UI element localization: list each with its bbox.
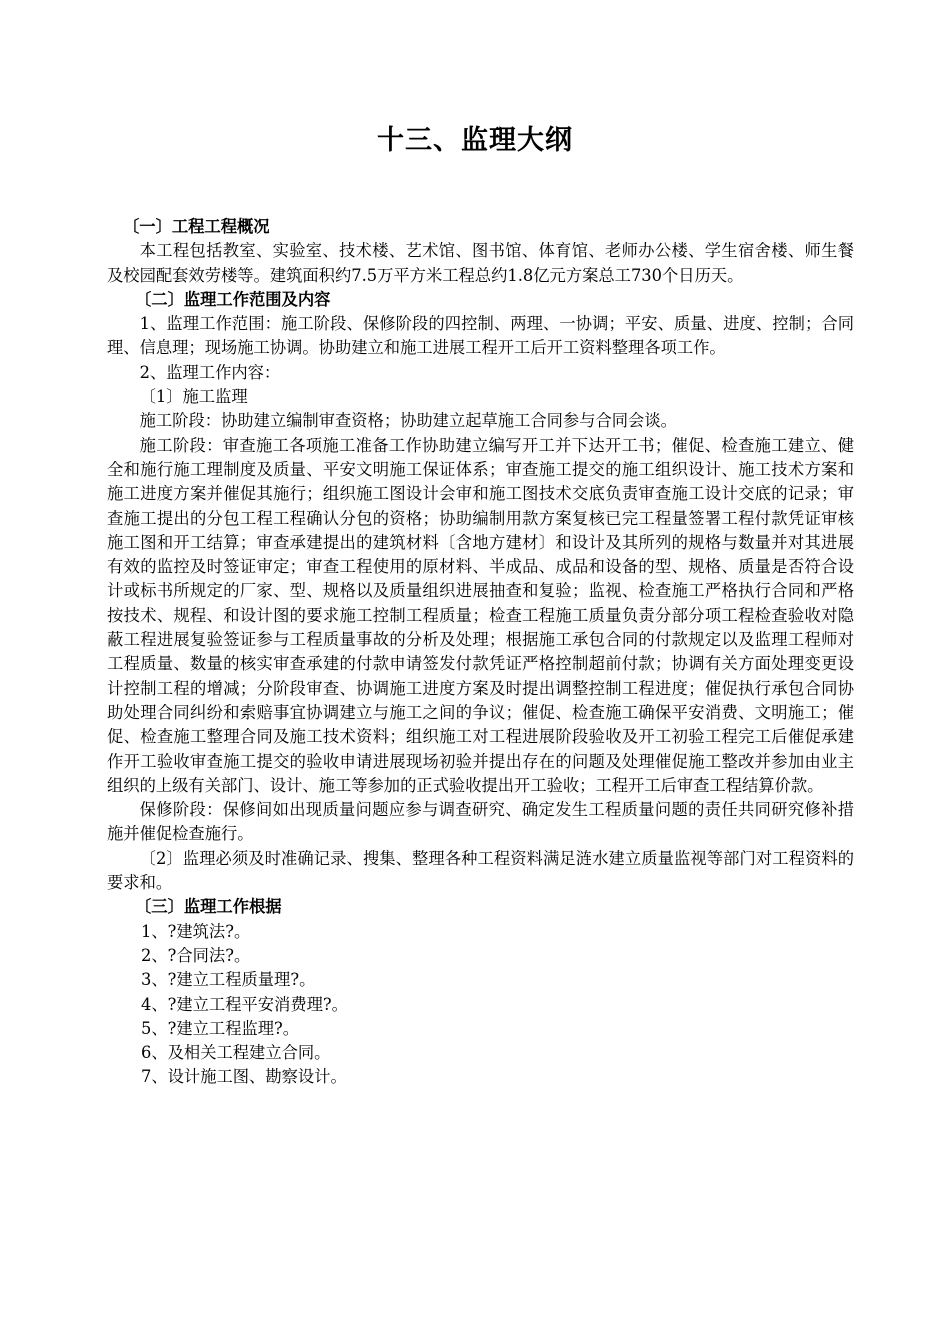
list-item: 4、?建立工程平安消费理?。 [141,994,348,1014]
list-item: 2、?合同法?。 [141,945,251,965]
document-body [107,215,854,1090]
paragraph-stage-2: 施工阶段：审查施工各项施工准备工作协助建立编写开工并下达开工书；催促、检查施工建立、健全和施行施工理制度及质量、平安文明施工保证体系；审查施工提交的施工组织设计、施工技术方案和施工进度方案并催促其施行；组织施工图设计会审和施工图技术交底负责审查施工设计交底的记录；审查施工提出的分包工程工程确认分包的资格；协助编制用款方案复核已完工程量签署工程付款凭证审核施工图和开工结算；审查承建提出的建筑材料〔含地方建材〕和设计及其所列的规格与数量并对其进展有效的监控及时签证审定；审查工程使用的原材料、半成品、成品和设备的型、规格、质量是否符合设计或标书所规定的厂家、型、规格以及质量组织进展抽查和复验；监视、检查施工严格执行合同和严格按技术、规程、和设计图的要求施工控制工程质量；检查工程施工质量负责分部分项工程检查验收对隐蔽工程进展复验签证参与工程质量事故的分析及处理；根据施工承包合同的付款规定以及监理工程师对工程质量、数量的核实审查承建的付款申请签发付款凭证严格控制超前付款；协调有关方面处理变更设计控制工程的增减；分阶段审查、协调施工进度方案及时提出调整控制工程进度；催促执行承包合同协助处理合同纠纷和索赔事宜协调建立与施工之间的争议；催促、检查施工确保平安消费、文明施工；催促、检查施工整理合同及施工技术资料；组织施工对工程进展阶段验收及开工初验工程完工后催促承建作开工验收审查施工提交的验收申请进展现场初验并提出存在的问题及处理催促施工整改并参加由业主组织的上级有关部门、设计、施工等参加的正式验收提出开工验收；工程开工后审查工程结算价款。 [107,435,854,795]
paragraph-construction-supervision: 〔1〕施工监理 [139,387,248,407]
section-heading-1: 〔一〕工程工程概况 [123,217,270,236]
list-item: 3、?建立工程质量理?。 [141,970,316,990]
paragraph-project-overview: 本工程包括教室、实验室、技术楼、艺术馆、图书馆、体育馆、老师办公楼、学生宿舍楼、师生餐及校园配套效劳楼等。建筑面积约7.5万平方米工程总约1.8亿元方案总工730个日历天。 [107,241,854,285]
list-item: 6、及相关工程建立合同。 [141,1043,331,1063]
paragraph-scope: 1、监理工作范围：施工阶段、保修阶段的四控制、两理、一协调；平安、质量、进度、控制；合同理、信息理；现场施工协调。协助建立和施工进展工程开工后开工资料整理各项工作。 [107,314,854,358]
paragraph-stage-1: 施工阶段：协助建立编制审查资格；协助建立起草施工合同参与合同会谈。 [139,411,677,431]
paragraph-content-label: 2、监理工作内容： [139,362,281,382]
list-item: 5、?建立工程监理?。 [141,1018,300,1038]
list-item: 1、?建筑法?。 [141,921,251,941]
paragraph-warranty-stage: 保修阶段：保修间如出现质量问题应参与调查研究、确定发生工程质量问题的责任共同研究修补措施并催促检查施行。 [107,800,854,844]
list-item: 7、设计施工图、勘察设计。 [141,1067,347,1087]
paragraph-records: 〔2〕监理必须及时准确记录、搜集、整理各种工程资料满足涟水建立质量监视等部门对工程资料的要求和。 [107,848,854,893]
section-heading-2: 〔二〕监理工作范围及内容 [135,289,331,309]
section-heading-3: 〔三〕监理工作根据 [135,897,282,917]
page-title: 十三、监理大纲 [377,125,573,156]
